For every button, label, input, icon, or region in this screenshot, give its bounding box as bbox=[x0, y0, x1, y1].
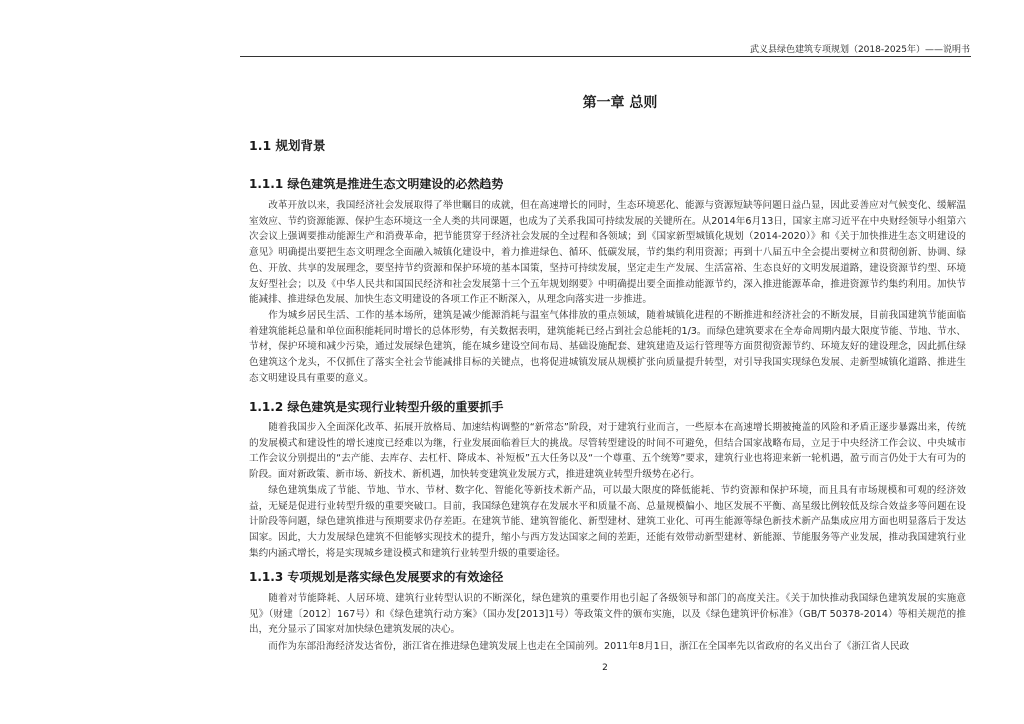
paragraph-1-1-2-a: 随着我国步入全面深化改革、拓展开放格局、加速结构调整的“新常态”阶段，对于建筑行业而言，一些原本在高速增长期被掩盖的风险和矛盾正逐步暴露出来，传统的发展模式和建设性的增长速度已经难以为继，行业发展面临着巨大的挑战。尽管转型建设的时间不可避免，但结合国家战略布局，立足于中央经济工作会议、中央城市工作会议分别提出的“去产能、去库存、去杠杆、降成本、补短板”五大任务以及“一个尊重、五个统筹”要求，建筑行业也将迎来新一轮机遇，盈亏而言仍处于大有可为的阶段。面对新政策、新市场、新技术、新机遇，加快转变建筑业发展方式，推进建筑业转型升级势在必行。 bbox=[249, 422, 966, 481]
paragraph-1-1-3-a: 随着对节能降耗、人居环境、建筑行业转型认识的不断深化，绿色建筑的重要作用也引起了各级领导和部门的高度关注。《关于加快推动我国绿色建筑发展的实施意见》（财建〔2012〕167号）和《绿色建筑行动方案》（国办发[2013]1号）等政策文件的颁布实施，以及《绿色建筑评价标准》（GB/T 50378-2014）等相关规范的推出，充分显示了国家对加快绿色建筑发展的决心。 bbox=[249, 593, 966, 636]
paragraph-1-1-1-b: 作为城乡居民生活、工作的基本场所，建筑是减少能源消耗与温室气体排放的重点领域，随着城镇化进程的不断推进和经济社会的不断发展，目前我国建筑节能面临着建筑能耗总量和单位面积能耗同时增长的总体形势，有关数据表明，建筑能耗已经占到社会总能耗的1/3。而绿色建筑要求在全寿命周期内最大限度节能、节地、节水、节材，保护环境和减少污染，通过发展绿色建筑，能在城乡建设空间布局、基础设施配套、建筑建造及运行管理等方面贯彻资源节约、环境友好的建设理念，因此抓住绿色建筑这个龙头，不仅抓住了落实全社会节能减排目标的关键点，也将促进城镇发展从规模扩张向质量提升转型，对引导我国实现绿色发展、走新型城镇化道路、推进生态文明建设具有重要的意义。 bbox=[249, 310, 966, 384]
paragraph-1-1-2-b: 绿色建筑集成了节能、节地、节水、节材、数字化、智能化等新技术新产品，可以最大限度的降低能耗、节约资源和保护环境，而且具有市场规模和可观的经济效益，无疑是促进行业转型升级的重要突破口。目前，我国绿色建筑存在发展水平和质量不高、总量规模偏小、地区发展不平衡、高星级比例较低及综合效益多等问题在设计阶段等问题，绿色建筑推进与预期要求仍存差距。在建筑节能、建筑智能化、新型建材、建筑工业化、可再生能源等绿色新技术新产品集成应用方面也明显落后于发达国家。因此，大力发展绿色建筑不但能够实现技术的提升，缩小与西方发达国家之间的差距，还能有效带动新型建材、新能源、节能服务等产业发展，推动我国建筑行业集约内涵式增长，将是实现城乡建设模式和建筑行业转型升级的重要途径。 bbox=[249, 485, 966, 559]
running-header: 武义县绿色建筑专项规划（2018-2025年）——说明书 bbox=[749, 45, 970, 55]
section-title-1-1: 1.1 规划背景 bbox=[249, 138, 326, 153]
subsection-title-1-1-3: 1.1.3 专项规划是落实绿色发展要求的有效途径 bbox=[249, 570, 504, 584]
chapter-title: 第一章 总则 bbox=[582, 95, 658, 111]
subsection-title-1-1-1: 1.1.1 绿色建筑是推进生态文明建设的必然趋势 bbox=[249, 177, 504, 191]
page-number: 2 bbox=[602, 663, 608, 673]
paragraph-1-1-3-b: 而作为东部沿海经济发达省份，浙江省在推进绿色建筑发展上也走在全国前列。2011年8月1日，浙江在全国率先以省政府的名义出台了《浙江省人民政 bbox=[268, 641, 910, 652]
header-rule bbox=[240, 56, 971, 57]
subsection-title-1-1-2: 1.1.2 绿色建筑是实现行业转型升级的重要抓手 bbox=[249, 400, 504, 414]
paragraph-1-1-1-a: 改革开放以来，我国经济社会发展取得了举世瞩目的成就，但在高速增长的同时，生态环境恶化、能源与资源短缺等问题日益凸显，因此妥善应对气候变化、缓解温室效应、节约资源能源、保护生态环境这一全人类的共同课题，也成为了关系我国可持续发展的关键所在。从2014年6月13日，国家主席习近平在中央财经领导小组第六次会议上强调要推动能源生产和消费革命，把节能贯穿于经济社会发展的全过程和各领域；到《国家新型城镇化规划（2014-2020）》和《关于加快推进生态文明建设的意见》明确提出要把生态文明理念全面融入城镇化建设中，着力推进绿色、循环、低碳发展，节约集约利用资源；再到十八届五中全会提出要树立和贯彻创新、协调、绿色、开放、共享的发展理念，要坚持节约资源和保护环境的基本国策，坚持可持续发展，坚定走生产发展、生活富裕、生态良好的文明发展道路，建设资源节约型、环境友好型社会；以及《中华人民共和国国民经济和社会发展第十三个五年规划纲要》中明确提出要全面推动能源节约，深入推进能源革命，推进资源节约集约利用。加快节能减排、推进绿色发展、加快生态文明建设的各项工作正不断深入，从理念向落实进一步推进。 bbox=[249, 200, 966, 306]
